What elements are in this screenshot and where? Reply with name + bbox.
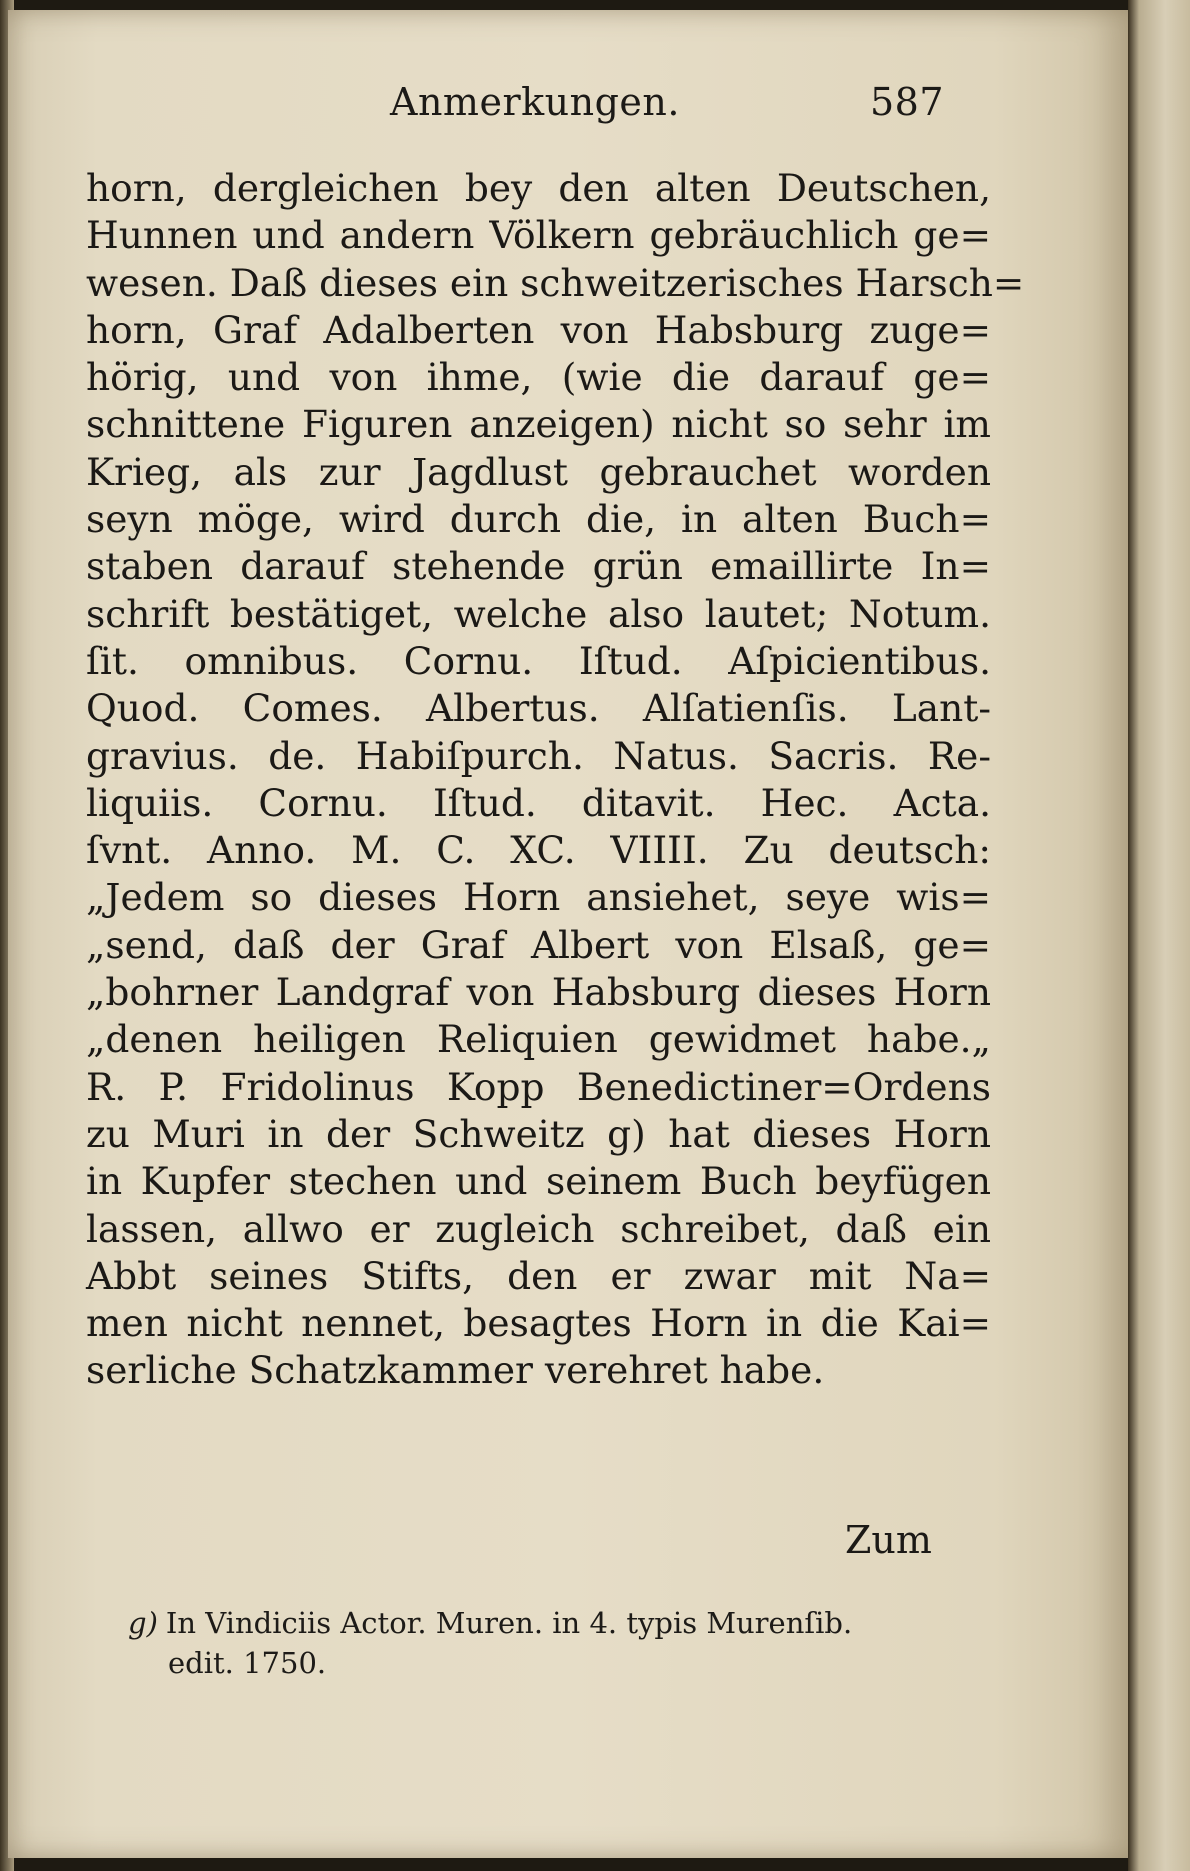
text-line: in Kupfer stechen und seinem Buch beyfügen (86, 1159, 991, 1204)
text-line: „send, daß der Graf Albert von Elsaß, ge= (86, 922, 991, 967)
text-line: horn, Graf Adalberten von Habsburg zuge= (86, 307, 991, 352)
footnote-text: In Vindiciis Actor. Muren. in 4. typis Murenſib. (165, 1606, 853, 1640)
text-line: Krieg, als zur Jagdlust gebrauchet worden (86, 449, 991, 494)
text-line: gravius. de. Habiſpurch. Natus. Sacris. Re- (86, 733, 991, 778)
page-number: 587 (870, 80, 945, 124)
text-line: men nicht nennet, besagtes Horn in die Kai= (86, 1301, 991, 1346)
running-title: Anmerkungen. (390, 80, 680, 124)
text-line: „Jedem so dieses Horn ansiehet, seye wis= (86, 875, 991, 920)
footnote-marker: g) (128, 1606, 158, 1640)
text-line: horn, dergleichen bey den alten Deutschen, (86, 166, 991, 210)
text-line: Hunnen und andern Völkern gebräuchlich ge= (86, 213, 991, 258)
footnote (128, 1603, 988, 1683)
text-line: staben darauf stehende grün emaillirte In= (86, 544, 991, 589)
text-line: liquiis. Cornu. Iſtud. ditavit. Hec. Acta. (86, 780, 991, 825)
body-text (86, 165, 1025, 1395)
text-line: hörig, und von ihme, (wie die darauf ge= (86, 355, 991, 400)
text-line: schrift bestätiget, welche also lautet; Notum. (86, 591, 991, 636)
text-line: „bohrner Landgraf von Habsburg dieses Horn (86, 970, 991, 1015)
text-line: zu Muri in der Schweitz g) hat dieses Horn (86, 1111, 991, 1156)
text-line: Quod. Comes. Albertus. Alſatienſis. Lant- (86, 686, 991, 731)
footnote-line: edit. 1750. (168, 1646, 327, 1680)
text-line: seyn möge, wird durch die, in alten Buch= (86, 497, 991, 542)
text-line: serliche Schatzkammer verehret habe. (86, 1348, 825, 1393)
text-line: Abbt seines Stifts, den er zwar mit Na= (86, 1253, 991, 1298)
text-line: ſvnt. Anno. M. C. XC. VIIII. Zu deutsch: (86, 828, 991, 873)
text-line: ſit. omnibus. Cornu. Iſtud. Aſpicientibus. (86, 638, 991, 683)
adjacent-page-edge (1128, 0, 1190, 1871)
text-line: R. P. Fridolinus Kopp Benedictiner=Ordens (86, 1064, 991, 1109)
text-line: „denen heiligen Reliquien gewidmet habe.„ (86, 1017, 991, 1062)
text-line: schnittene Figuren anzeigen) nicht so sehr im (86, 402, 991, 447)
running-head (360, 80, 960, 140)
catchword: Zum (845, 1518, 932, 1562)
text-line: wesen. Daß dieses ein schweitzerisches Harsch= (86, 260, 1025, 305)
footnote-line (128, 1603, 988, 1643)
text-line: lassen, allwo er zugleich schreibet, daß ein (86, 1206, 991, 1251)
